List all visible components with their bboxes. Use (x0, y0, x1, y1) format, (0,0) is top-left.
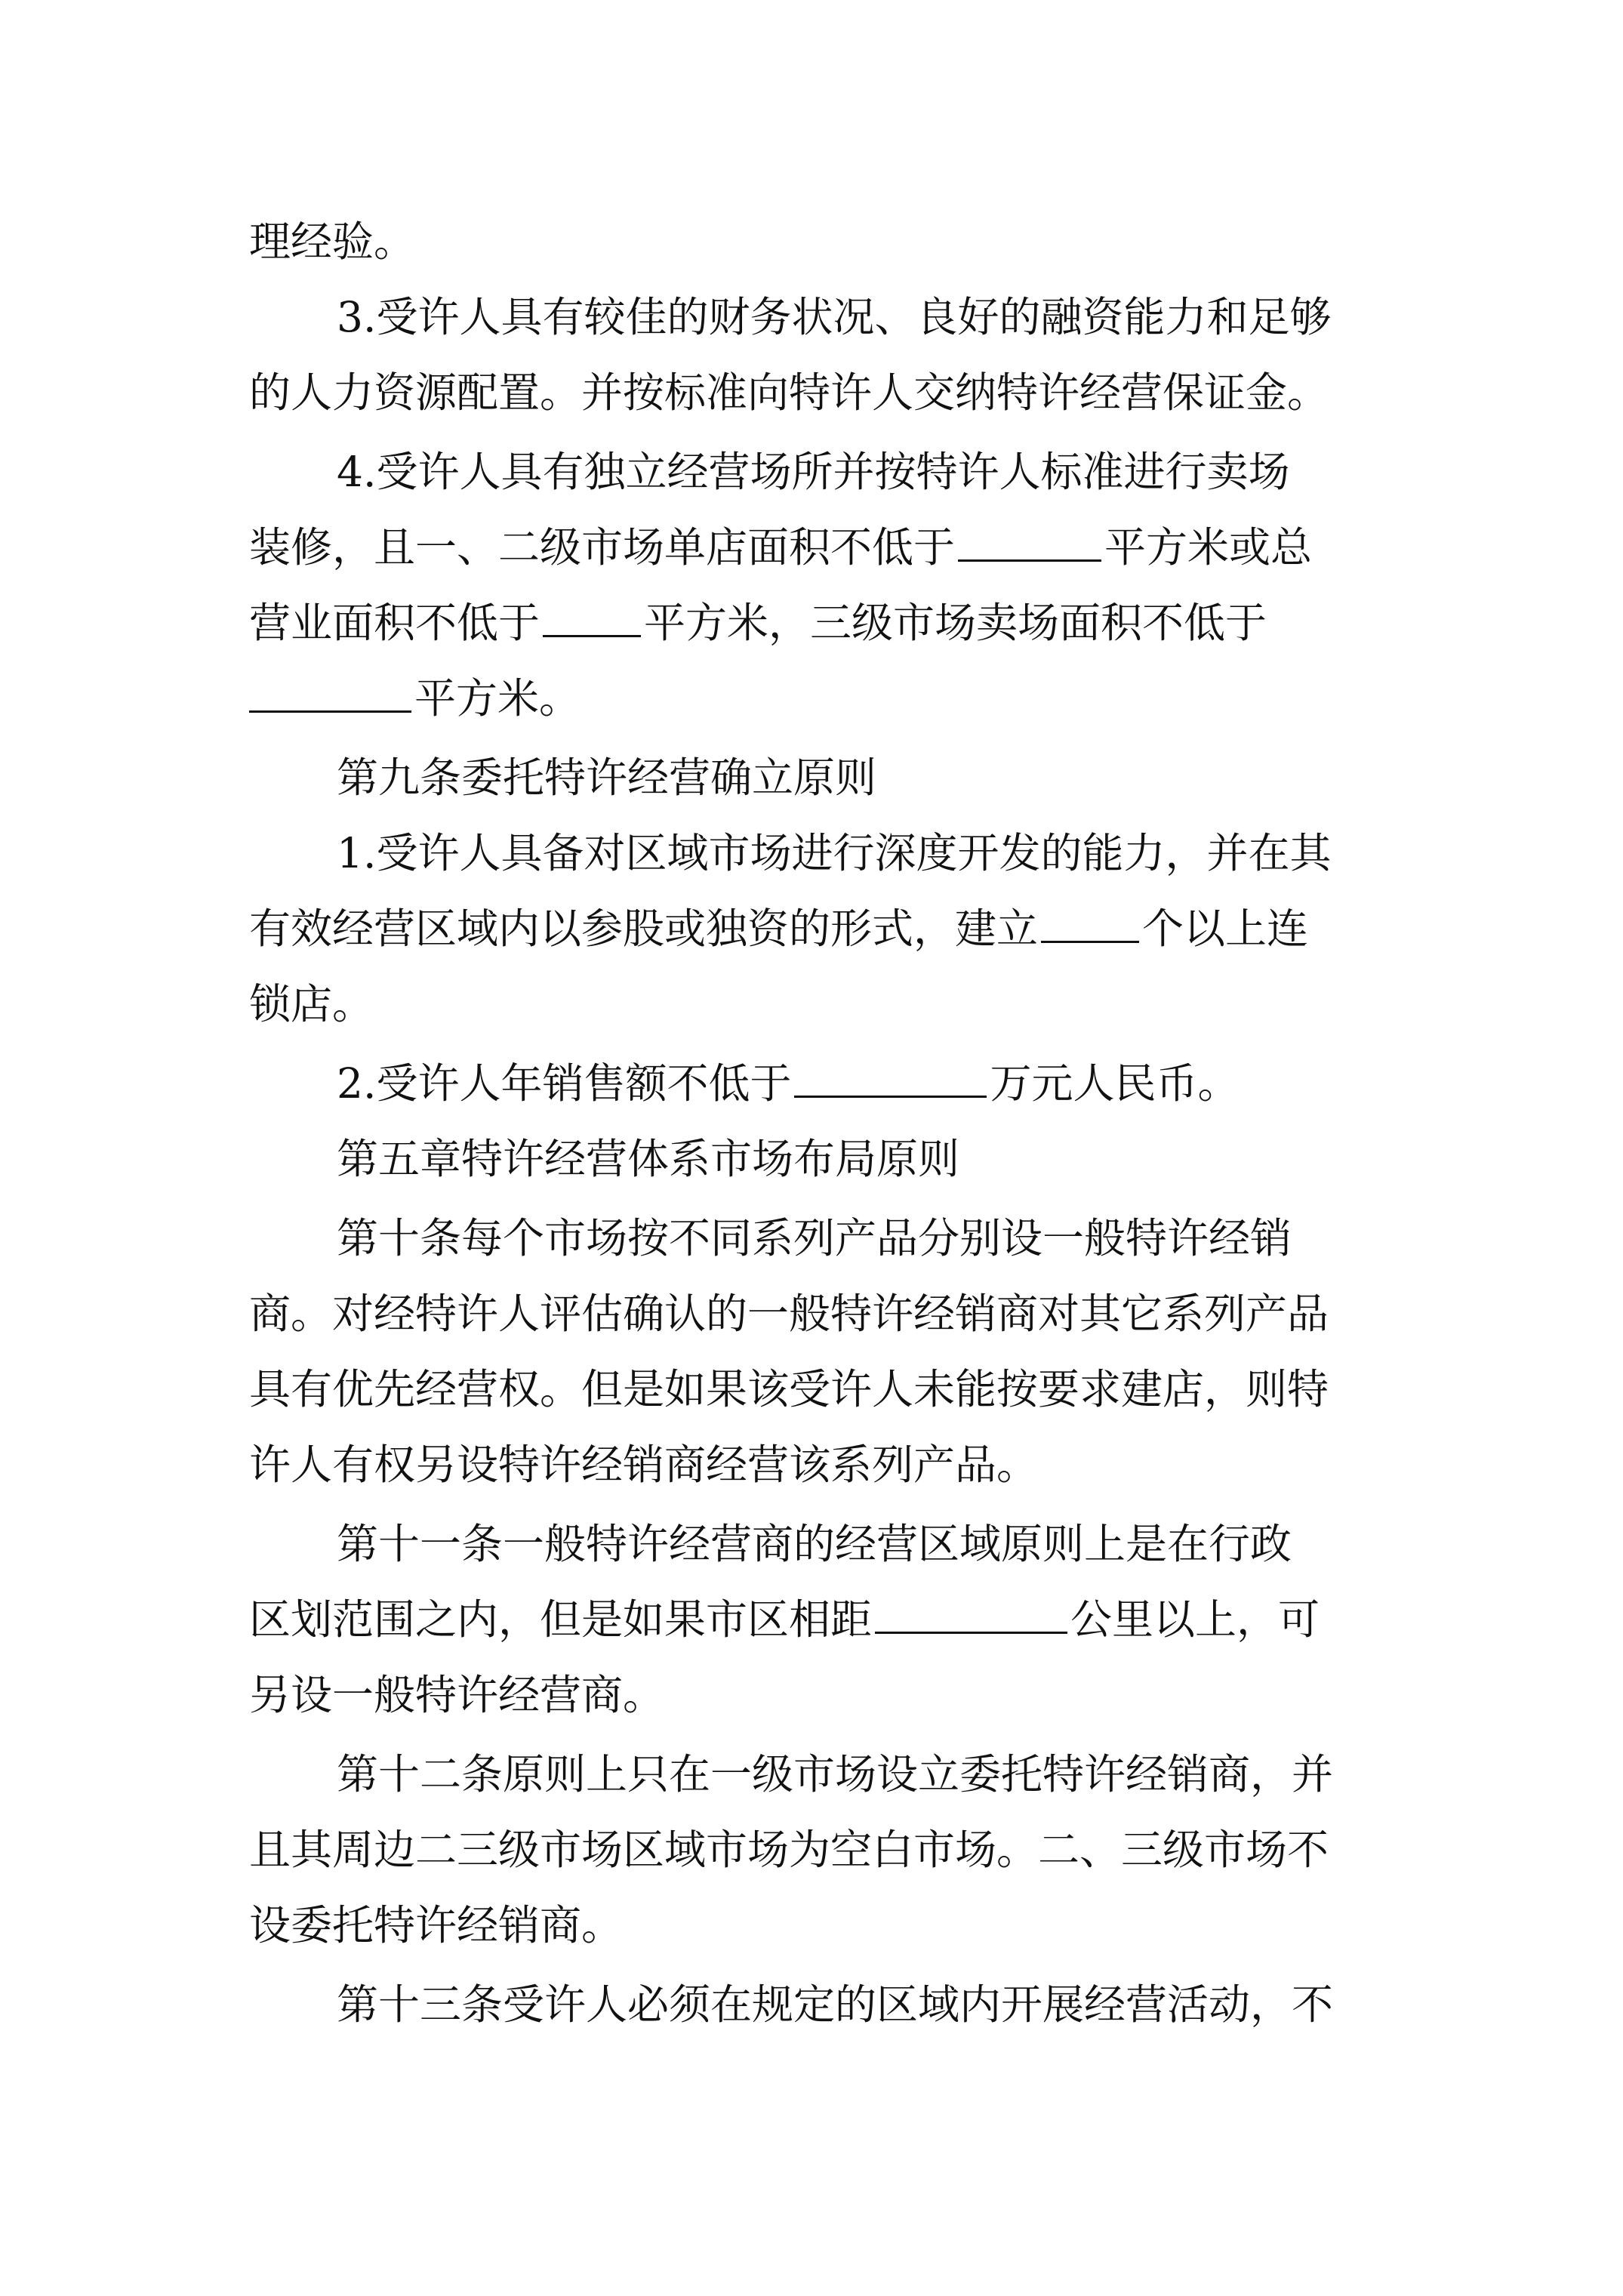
text-line: 3.受许人具有较佳的财务状况、良好的融资能力和足够 (337, 293, 1332, 341)
text-line: 第十三条受许人必须在规定的区域内开展经营活动，不 (337, 1980, 1334, 2029)
fill-in-blank (958, 526, 1101, 562)
text-line: 理经验。 (249, 217, 416, 266)
text-line: 4.受许人具有独立经营场所并按特许人标准进行卖场 (337, 448, 1290, 496)
text-line: 第十一条一般特许经营商的经营区域原则上是在行政 (337, 1520, 1292, 1568)
fill-in-blank (1041, 908, 1139, 943)
text-line: 第十条每个市场按不同系列产品分别设一般特许经销 (337, 1214, 1292, 1262)
chapter-heading: 第五章特许经营体系市场布局原则 (337, 1135, 960, 1183)
text-line: 许人有权另设特许经销商经营该系列产品。 (249, 1441, 1039, 1489)
text-line: 2.受许人年销售额不低于 万元人民币。 (337, 1059, 1240, 1108)
fill-in-blank (794, 1062, 987, 1098)
text-line: 锁店。 (249, 980, 374, 1028)
text-line: 的人力资源配置。并按标准向特许人交纳特许经营保证金。 (249, 368, 1329, 417)
fill-in-blank (543, 602, 641, 637)
text-line: 营业面积不低于 平方米，三级市场卖场面积不低于 (249, 599, 1267, 647)
text-line: 装修，且一、二级市场单店面积不低于 平方米或总 (249, 523, 1313, 572)
text-line: 第十二条原则上只在一级市场设立委托特许经销商，并 (337, 1750, 1334, 1798)
text-line: 区划范围之内，但是如果市区相距 公里以上，可 (249, 1595, 1320, 1644)
text-line: 设委托特许经销商。 (249, 1901, 624, 1949)
text-line: 平方米。 (249, 661, 581, 736)
text-line: 1.受许人具备对区域市场进行深度开发的能力，并在其 (337, 829, 1332, 877)
section-heading: 第九条委托特许经营确立原则 (337, 754, 877, 802)
text-line: 另设一般特许经营商。 (249, 1671, 665, 1719)
text-line: 有效经营区域内以参股或独资的形式，建立 个以上连 (249, 905, 1309, 953)
text-line: 商。对经特许人评估确认的一般特许经销商对其它系列产品 (249, 1290, 1329, 1338)
fill-in-blank (249, 677, 411, 713)
text-line: 具有优先经营权。但是如果该受许人未能按要求建店，则特 (249, 1365, 1329, 1413)
text-line: 且其周边二三级市场区域市场为空白市场。二、三级市场不 (249, 1826, 1329, 1874)
fill-in-blank (875, 1598, 1067, 1634)
